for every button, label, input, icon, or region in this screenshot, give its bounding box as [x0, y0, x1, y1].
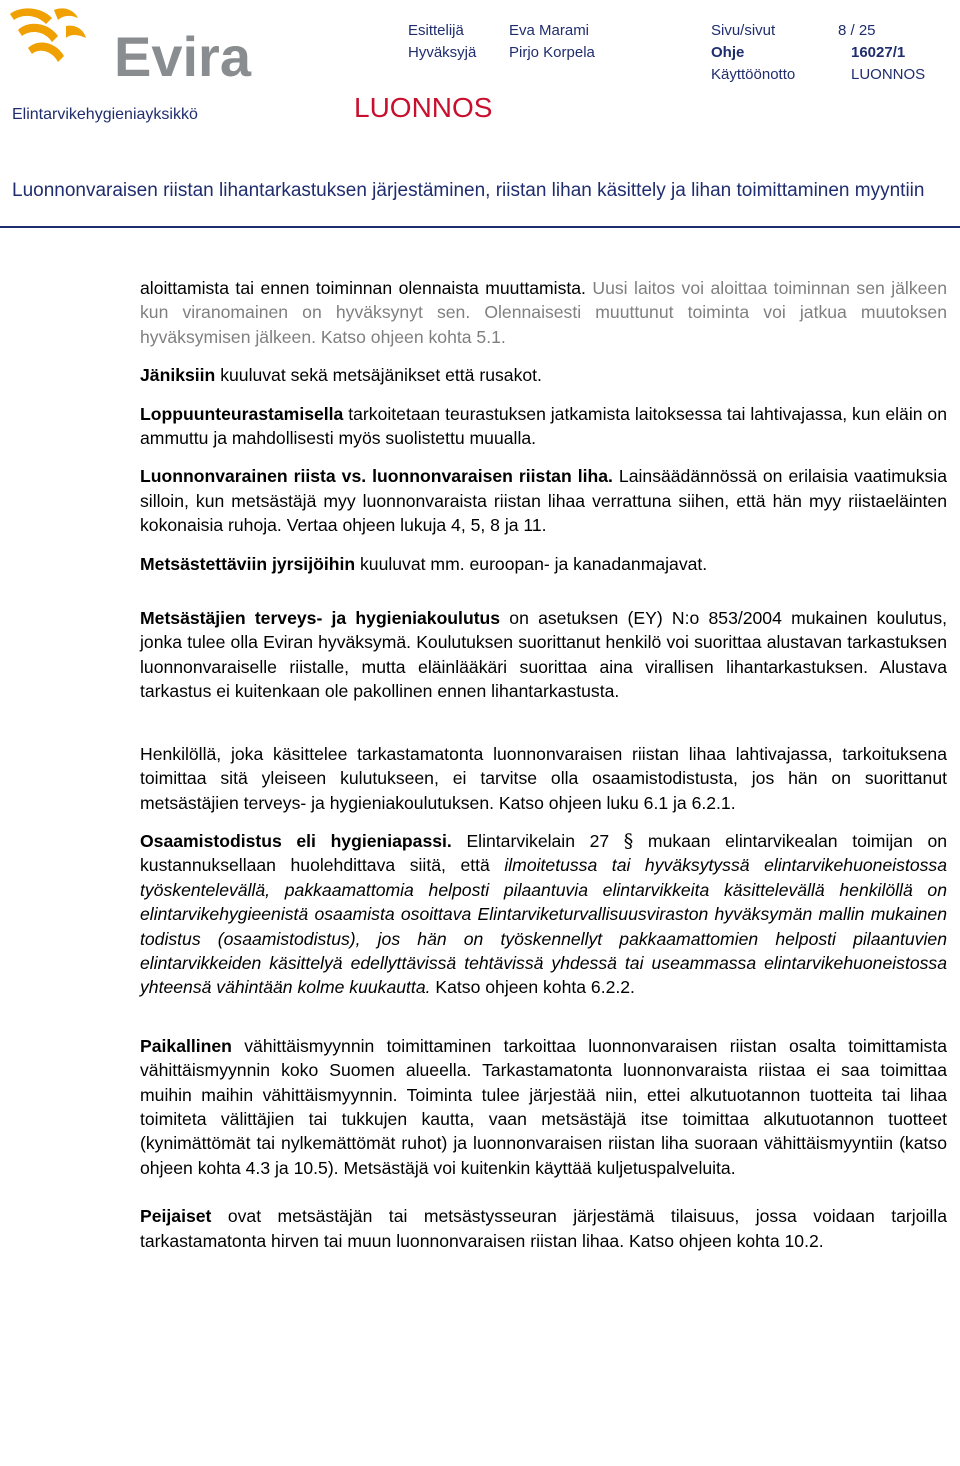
definition-riista-vs-liha: [140, 464, 947, 537]
definition-text: Lainsäädännössä on erilaisia vaatimuksia silloin, kun metsästäjä myy luonnonvaraista riistan lihaa verrattuna siihen, että hän myy riistaeläinten kokonaisia ruhoja. Vertaa ohjeen lukuja 4, 5, 8 ja 11.: [140, 466, 947, 536]
unit-name: Elintarvikehygieniayksikkö: [12, 106, 198, 123]
definition-text: tarkoitetaan teurastuksen jatkamista laitoksessa tai lahtivajassa, kun eläin on ammuttu ja mahdollisesti myös suolistettu muualla.: [140, 403, 947, 449]
paragraph-gray-text: Uusi laitos voi aloittaa toiminnan sen jälkeen kun viranomainen on hyväksynyt sen. Olennaisesti muuttunut toiminta voi jatkua muutoksen hyväksymisen jälkeen. Katso ohjeen kohta 5.1.: [140, 278, 947, 347]
definition-term: Osaamistodistus eli hygieniapassi.: [140, 830, 452, 851]
paragraph-text: Henkilöllä, joka käsittelee tarkastamatonta luonnonvaraisen riistan lihaa lahtivajassa, tarkoituksena toimittaa sitä yleiseen kulutukseen, ei tarvitse olla osaamistodistusta, jos hän on suorittanut metsästäjien terveys- ja hygieniakoulutuksen. Katso ohjeen luku 6.1 ja 6.2.1.: [140, 743, 947, 813]
definition-peijaiset: [140, 1204, 947, 1253]
definition-hygieniakoulutus: [140, 606, 947, 704]
definition-hygieniapassi: [140, 829, 947, 1000]
doc-type-label: Ohje: [711, 44, 745, 61]
definition-paikallinen: [140, 1034, 947, 1180]
paragraph-lahtivaja: [140, 742, 947, 815]
approver-label: Hyväksyjä: [408, 44, 477, 61]
pages-label: Sivu/sivut: [711, 22, 776, 39]
definition-term: Metsästäjien terveys- ja hygieniakoulutus: [140, 608, 501, 629]
page-count: 8 / 25: [838, 22, 876, 39]
definition-text: on asetuksen (EY) N:o 853/2004 mukainen koulutus, jonka tulee olla Eviran hyväksymä. Koulutuksen suorittanut henkilö voi suorittaa alustavan tarkastuksen luonnonvaraiselle riistalle, mutta eläinlääkäri suorittaa aina virallisen lihantarkastuksen. Alustava tarkastus ei kuitenkaan ole pakollinen ennen lihantarkastusta.: [140, 608, 948, 702]
paragraph-approval: [140, 276, 947, 349]
definition-text: ovat metsästäjän tai metsästysseuran järjestämä tilaisuus, jossa voidaan tarjoilla tarkastamatonta hirven tai muun luonnonvaraisen riistan lihaa. Katso ohjeen kohta 10.2.: [140, 1206, 947, 1251]
section-sign: §: [623, 829, 634, 852]
definition-text: kuuluvat sekä metsäjänikset että rusakot.: [215, 365, 542, 386]
law-quote: ilmoitetussa tai hyväksytyssä elintarvikehuoneistossa työskentelevällä, pakkaamattomia helposti pilaantuvia elintarvikkeita käsittelevällä henkilöllä on elintarvikehygieenistä osaamista osoittava Elintarviketurvallisuusviraston hyväksymän mallin mukainen todistus (osaamistodistus), jos hän on työskennellyt pakkaamattomien helposti pilaantuvien elintarvikkeiden käsittelyä edellyttävissä tehtävissä yhdessä tai useammassa elintarvikehuoneistossa yhteensä vähintään kolme kuukautta.: [140, 855, 947, 998]
usage-value: LUONNOS: [851, 66, 926, 83]
evira-logo: [6, 4, 256, 84]
document-body: [140, 276, 947, 1253]
presenter-label: Esittelijä: [408, 22, 464, 39]
definition-janikset: [140, 363, 947, 387]
evira-emblem-icon: [10, 8, 86, 62]
definition-term: Loppuunteurastamisella: [140, 403, 344, 424]
evira-wordmark: Evira: [114, 25, 251, 84]
definition-term: Peijaiset: [140, 1206, 212, 1227]
definition-term: Luonnonvarainen riista vs. luonnonvaraisen riistan liha.: [140, 466, 613, 487]
definition-jyrsijat: [140, 552, 947, 576]
paragraph-text: aloittamista tai ennen toiminnan olennaista muuttamista.: [140, 278, 593, 298]
presenter-name: Eva Marami: [509, 22, 590, 39]
definition-term: Jäniksiin: [140, 365, 216, 386]
document-subject: Luonnonvaraisen riistan lihantarkastuksen järjestäminen, riistan lihan käsittely ja lihan toimittaminen myyntiin: [12, 180, 925, 201]
definition-text: Katso ohjeen kohta 6.2.2.: [430, 977, 635, 998]
header-divider: [0, 226, 960, 228]
definition-text: kuuluvat mm. euroopan- ja kanadanmajavat.: [355, 553, 708, 574]
definition-text: mukaan elintarvikealan toimijan on kustannuksellaan huolehdittava siitä, että: [140, 830, 948, 876]
definition-text: Elintarvikelain 27: [451, 830, 624, 851]
definition-loppuunteurastus: [140, 402, 947, 451]
definition-term: Metsästettäviin jyrsijöihin: [140, 553, 356, 574]
usage-label: Käyttöönotto: [711, 66, 796, 83]
document-status-title: LUONNOS: [354, 92, 493, 123]
approver-name: Pirjo Korpela: [509, 44, 595, 61]
doc-number: 16027/1: [851, 44, 906, 61]
definition-term: Paikallinen: [140, 1035, 232, 1056]
definition-text: vähittäismyynnin toimittaminen tarkoittaa luonnonvaraisen riistan osalta toimittamista vähittäismyynnin koko Suomen alueella. Tarkastamatonta luonnonvaraista riistaa ei saa toimittaa muihin maihin vähittäismyynnin. Toiminta tulee järjestää niin, ettei alkutuotannon tuotteita tai lihaa toimiteta välittäjien tai tukkujen kautta, vaan metsästäjä itse toimittaa alkutuotannon tuotteet (kynimättömät tai nylkemättömät ruhot) ja luonnonvaraisen riistan liha suoraan vähittäismyyntiin (katso ohjeen kohta 4.3 ja 10.5). Metsästäjä voi kuitenkin käyttää kuljetuspalveluita.: [140, 1035, 947, 1178]
